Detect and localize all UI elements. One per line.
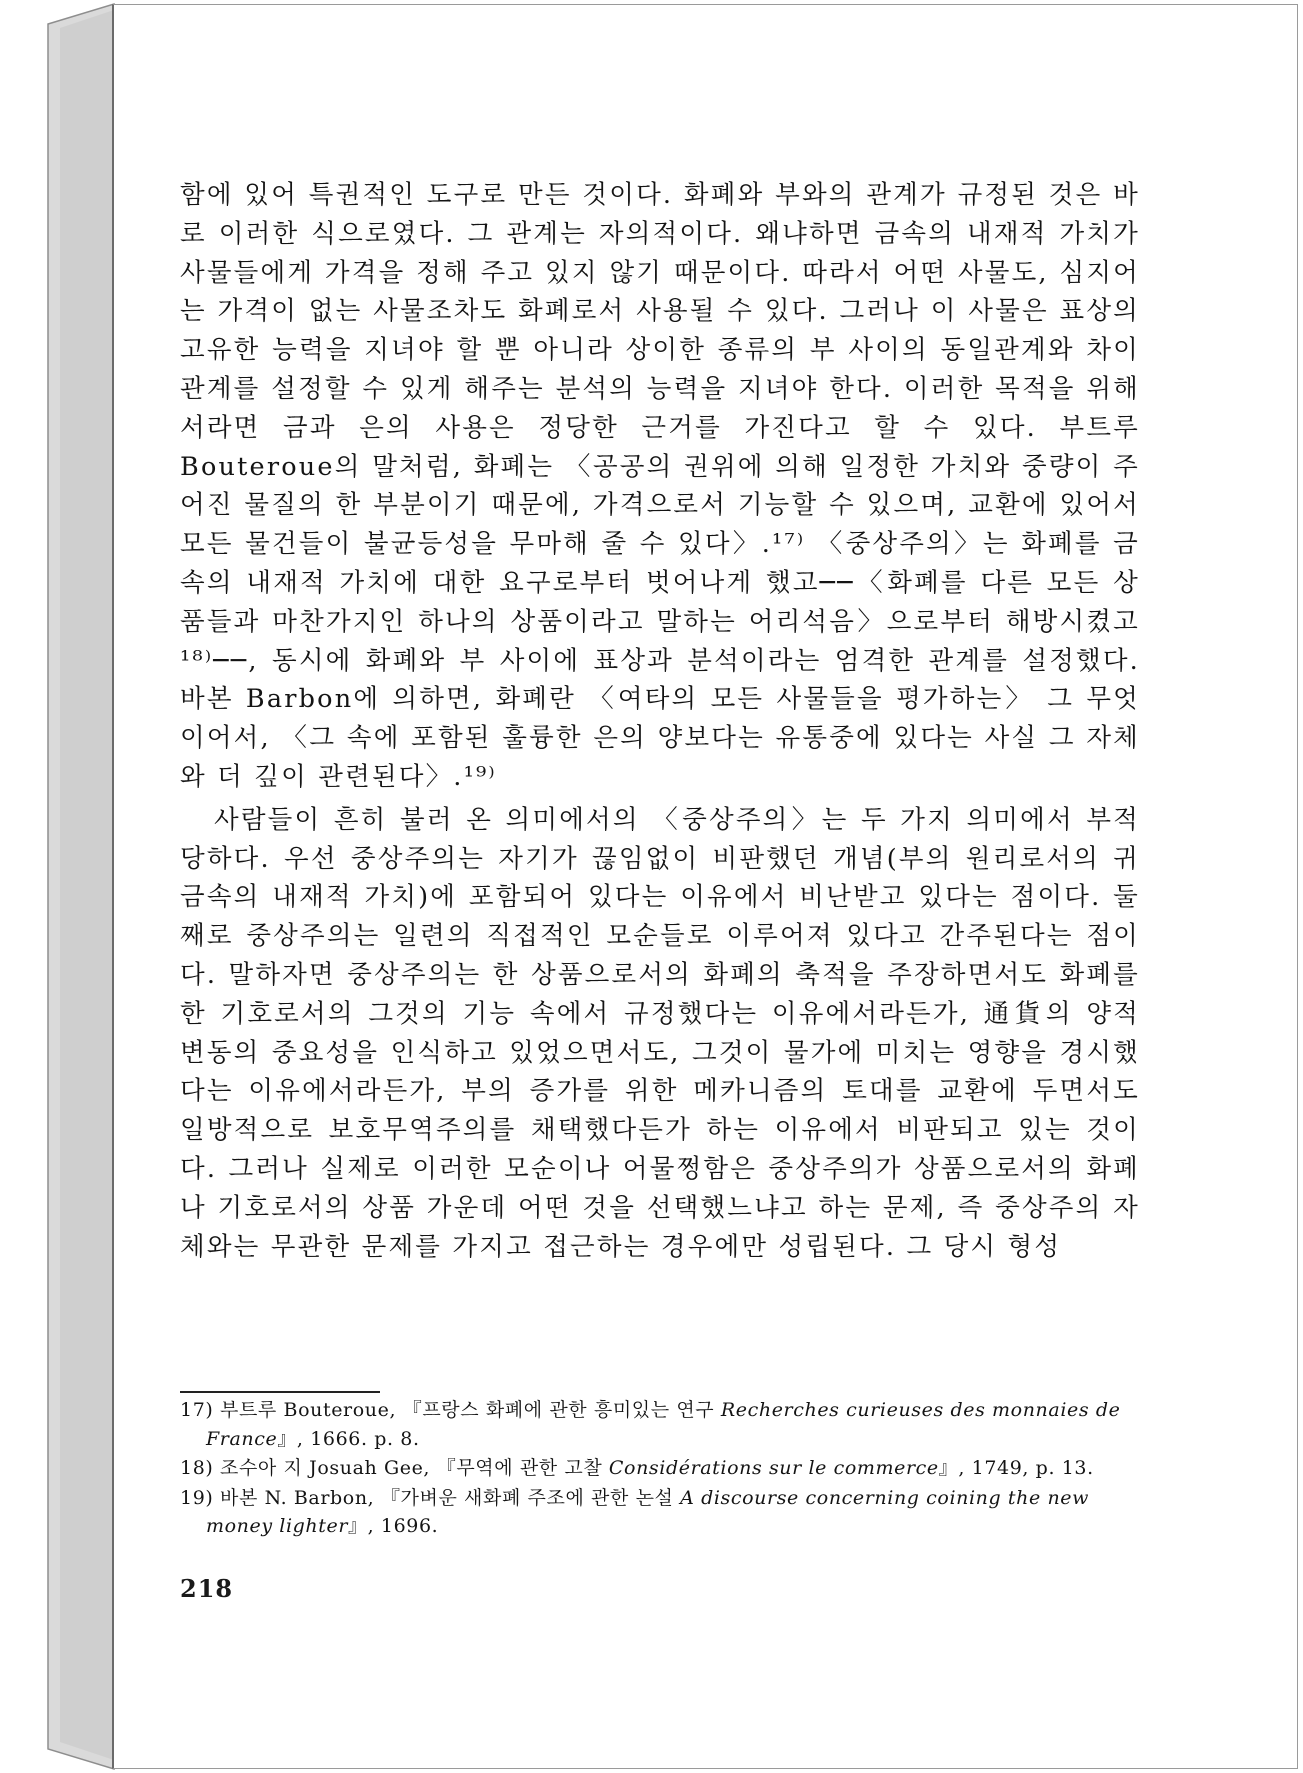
footnotes (180, 1396, 1140, 1542)
footnote-17: 17) 부트루 Bouteroue, 『프랑스 화폐에 관한 흥미있는 연구 Recherches curieuses des monnaies de France』, 1666. p. 8. (180, 1399, 1121, 1450)
main-body-text (180, 176, 1140, 1266)
footnote-18: 18) 조수아 지 Josuah Gee, 『무역에 관한 고찰 Considérations sur le commerce』, 1749, p. 13. (180, 1457, 1094, 1479)
paragraph-2: 사람들이 흔히 불러 온 의미에서의 〈중상주의〉는 두 가지 의미에서 부적당하다. 우선 중상주의는 자기가 끊임없이 비판했던 개념(부의 원리로서의 귀금속의 내재적 가치)에 포함되어 있다는 이유에서 비난받고 있다는 점이다. 둘째로 중상주의는 일련의 직접적인 모순들로 이루어져 있다고 간주된다는 점이다. 말하자면 중상주의는 한 상품으로서의 화폐의 축적을 주장하면서도 화폐를 한 기호로서의 그것의 기능 속에서 규정했다는 이유에서라든가, 通貨의 양적 변동의 중요성을 인식하고 있었으면서도, 그것이 물가에 미치는 영향을 경시했다는 이유에서라든가, 부의 증가를 위한 메카니즘의 토대를 교환에 두면서도 일방적으로 보호무역주의를 채택했다든가 하는 이유에서 비판되고 있는 것이다. 그러나 실제로 이러한 모순이나 어물쩡함은 중상주의가 상품으로서의 화폐나 기호로서의 상품 가운데 어떤 것을 선택했느냐고 하는 문제, 즉 중상주의 자체와는 무관한 문제를 가지고 접근하는 경우에만 성립된다. 그 당시 형성 (180, 804, 1140, 1262)
footnote-19: 19) 바본 N. Barbon, 『가벼운 새화폐 주조에 관한 논설 A discourse concerning coining the new money lighter』, 1696. (180, 1486, 1089, 1537)
paragraph-1: 함에 있어 특권적인 도구로 만든 것이다. 화폐와 부와의 관계가 규정된 것은 바로 이러한 식으로였다. 그 관계는 자의적이다. 왜냐하면 금속의 내재적 가치가 사물들에게 가격을 정해 주고 있지 않기 때문이다. 따라서 어떤 사물도, 심지어는 가격이 없는 사물조차도 화폐로서 사용될 수 있다. 그러나 이 사물은 표상의 고유한 능력을 지녀야 할 뿐 아니라 상이한 종류의 부 사이의 동일관계와 차이관계를 설정할 수 있게 해주는 분석의 능력을 지녀야 한다. 이러한 목적을 위해서라면 금과 은의 사용은 정당한 근거를 가진다고 할 수 있다. 부트루 Bouteroue의 말처럼, 화폐는 〈공공의 권위에 의해 일정한 가치와 중량이 주어진 물질의 한 부분이기 때문에, 가격으로서 기능할 수 있으며, 교환에 있어서 모든 물건들이 불균등성을 무마해 줄 수 있다〉.¹⁷⁾ 〈중상주의〉는 화폐를 금속의 내재적 가치에 대한 요구로부터 벗어나게 했고──〈화폐를 다른 모든 상품들과 마찬가지인 하나의 상품이라고 말하는 어리석음〉으로부터 해방시켰고¹⁸⁾──, 동시에 화폐와 부 사이에 표상과 분석이라는 엄격한 관계를 설정했다. 바본 Barbon에 의하면, 화폐란 〈여타의 모든 사물들을 평가하는〉 그 무엇이어서, 〈그 속에 포함된 훌륭한 은의 양보다는 유통중에 있다는 사실 그 자체와 더 깊이 관련된다〉.¹⁹⁾ (180, 180, 1140, 792)
page-number: 218 (180, 1574, 234, 1603)
footnote-separator (180, 1391, 380, 1393)
